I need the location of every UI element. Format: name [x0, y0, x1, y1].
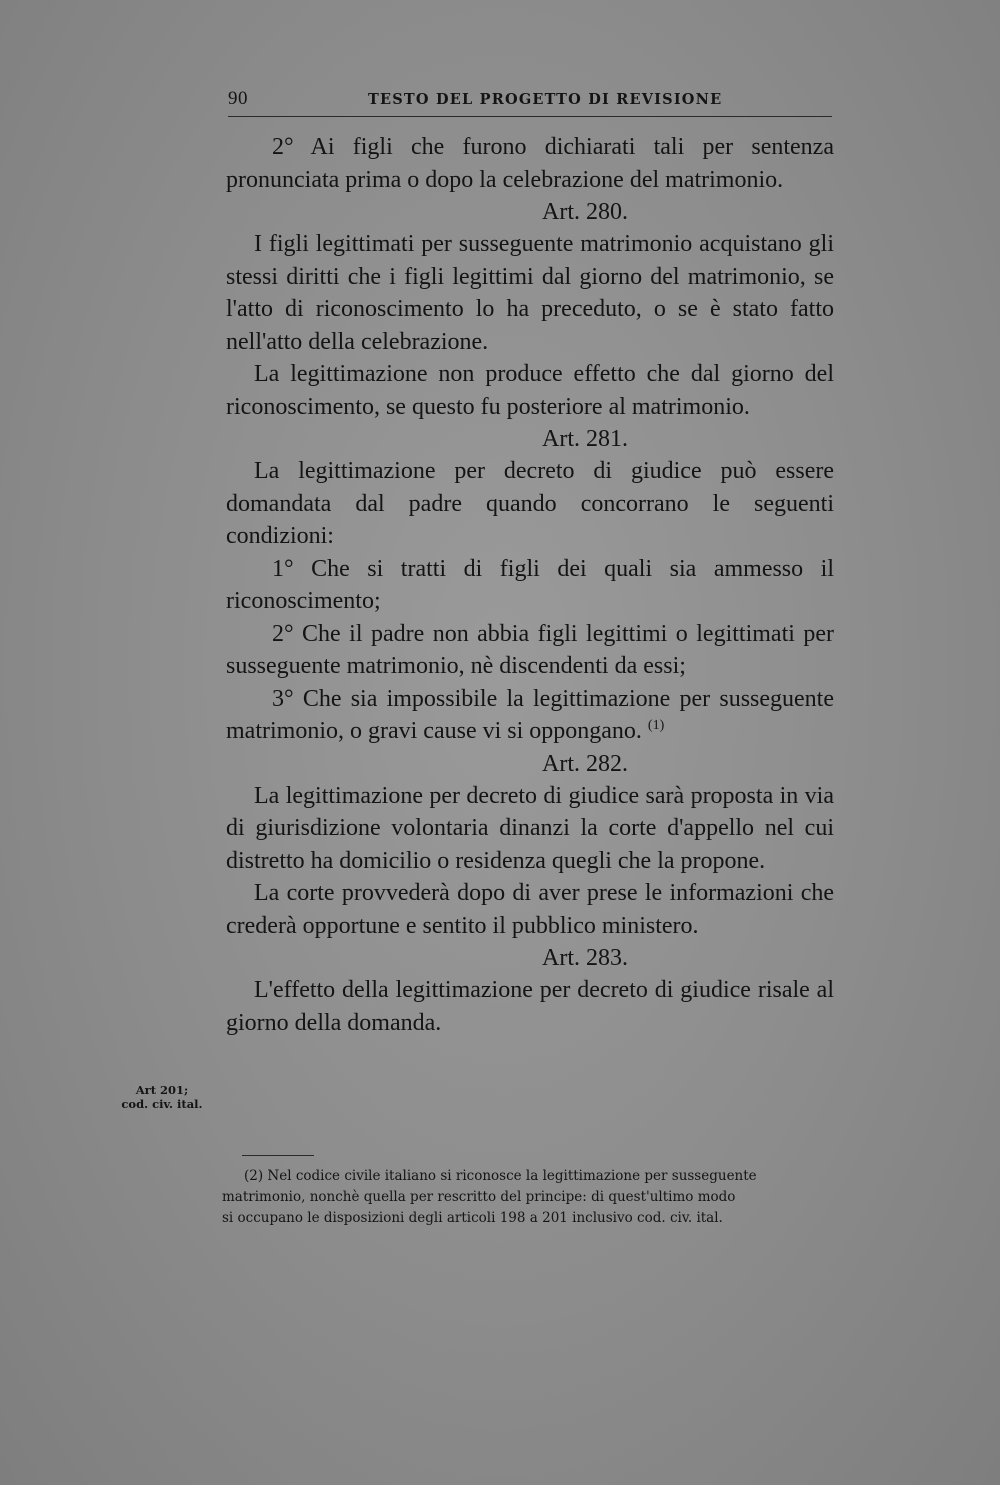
art-280-paragraph-2: La legittimazione non produce effetto che dal giorno del riconoscimento, se questo fu posteriore al matrimonio.: [226, 361, 834, 420]
art-282-paragraph-2: La corte provvederà dopo di aver prese le informazioni che crederà opportune e sentito il pubblico ministero.: [226, 880, 834, 939]
running-title: TESTO DEL PROGETTO DI REVISIONE: [368, 91, 723, 108]
footnote-rule: [242, 1155, 314, 1156]
art-281-condition-1: 1° Che si tratti di figli dei quali sia ammesso il riconoscimento;: [226, 555, 834, 614]
footnote-reference: (1): [647, 718, 665, 733]
footnote: [222, 1166, 836, 1229]
art-280-heading: Art. 280.: [542, 199, 628, 225]
margin-note: [116, 1083, 208, 1111]
art-281-condition-3: [226, 683, 834, 748]
footnote-line-1: (2) Nel codice civile italiano si riconosce la legittimazione per susseguente: [244, 1168, 757, 1184]
footnote-line-2: matrimonio, nonchè quella per rescritto del principe: di quest'ultimo modo: [222, 1189, 736, 1205]
art-283-paragraph-1: L'effetto della legittimazione per decreto di giudice risale al giorno della domanda.: [226, 977, 834, 1036]
art-281-condition-3-text: 3° Che sia impossibile la legittimazione per susseguente matrimonio, o gravi cause vi si oppongano.: [226, 685, 834, 744]
art-282-paragraph-1: La legittimazione per decreto di giudice sarà proposta in via di giurisdizione volontaria dinanzi la corte d'appello nel cui distretto ha domicilio o residenza quegli che la propone.: [226, 782, 834, 874]
margin-note-line-1: Art 201;: [135, 1083, 189, 1097]
page-number: 90: [228, 88, 248, 109]
running-header: [228, 86, 832, 117]
art-283-heading: Art. 283.: [542, 945, 628, 971]
art-281-condition-2: 2° Che il padre non abbia figli legittimi o legittimati per susseguente matrimonio, nè discendenti da essi;: [226, 620, 834, 679]
art-281-heading: Art. 281.: [542, 426, 628, 452]
art-280-paragraph-1: I figli legittimati per susseguente matrimonio acquistano gli stessi diritti che i figli legittimi dal giorno del matrimonio, se l'atto di riconoscimento lo ha preceduto, o se è stato fatto nell'atto della celebrazione.: [226, 231, 834, 355]
main-text-block: [226, 131, 834, 1039]
footnote-line-3: si occupano le disposizioni degli articoli 198 a 201 inclusivo cod. civ. ital.: [222, 1210, 723, 1226]
item-2-continued: 2° Ai figli che furono dichiarati tali per sentenza pronunciata prima o dopo la celebrazione del matrimonio.: [226, 134, 834, 193]
art-281-intro: La legittimazione per decreto di giudice può essere domandata dal padre quando concorrano le seguenti condizioni:: [226, 458, 834, 549]
art-282-heading: Art. 282.: [542, 750, 628, 777]
margin-note-line-2: cod. civ. ital.: [121, 1097, 203, 1111]
